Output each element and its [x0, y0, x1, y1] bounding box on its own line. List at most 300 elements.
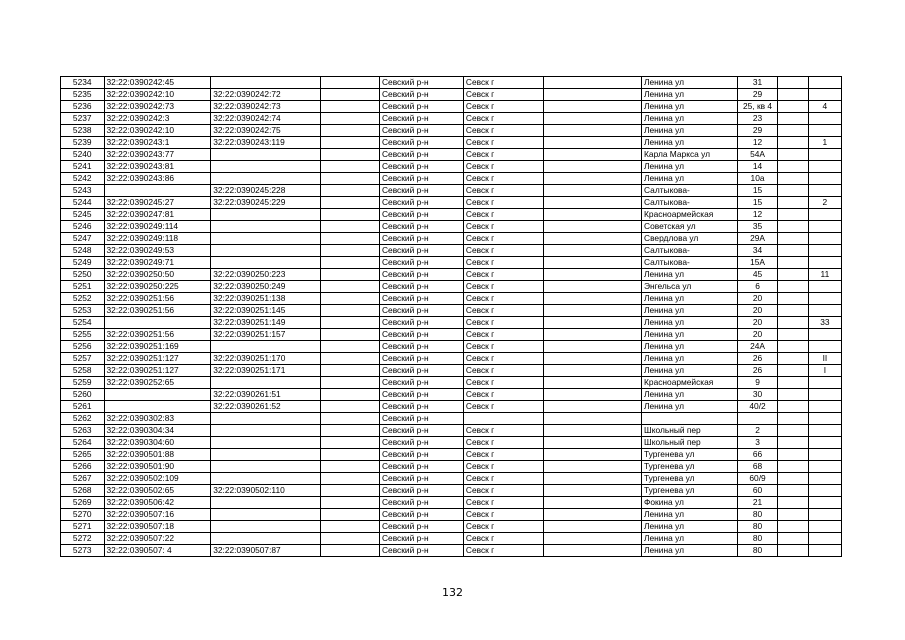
apartment-cell	[808, 425, 841, 437]
empty-cell	[543, 197, 641, 209]
region-cell: Севский р-н	[380, 533, 464, 545]
empty-cell	[320, 425, 379, 437]
city-cell: Севск г	[463, 257, 543, 269]
object-cadastral-number-cell	[211, 245, 321, 257]
empty-cell	[320, 353, 379, 365]
empty-cell	[543, 377, 641, 389]
empty-cell	[777, 89, 808, 101]
row-number-cell: 5268	[61, 485, 105, 497]
object-cadastral-number-cell	[211, 173, 321, 185]
object-cadastral-number-cell	[211, 533, 321, 545]
object-cadastral-number-cell: 32:22:0390251:170	[211, 353, 321, 365]
region-cell: Севский р-н	[380, 293, 464, 305]
apartment-cell: 1	[808, 137, 841, 149]
empty-cell	[320, 113, 379, 125]
cadastral-number-cell: 32:22:0390245:27	[104, 197, 211, 209]
empty-cell	[320, 197, 379, 209]
empty-cell	[777, 401, 808, 413]
empty-cell	[777, 449, 808, 461]
empty-cell	[543, 245, 641, 257]
house-cell: 68	[738, 461, 777, 473]
row-number-cell: 5264	[61, 437, 105, 449]
empty-cell	[320, 149, 379, 161]
empty-cell	[320, 293, 379, 305]
empty-cell	[777, 113, 808, 125]
object-cadastral-number-cell	[211, 149, 321, 161]
empty-cell	[777, 533, 808, 545]
empty-cell	[777, 281, 808, 293]
empty-cell	[777, 545, 808, 557]
house-cell: 60	[738, 485, 777, 497]
table-row	[61, 473, 842, 485]
region-cell: Севский р-н	[380, 341, 464, 353]
region-cell: Севский р-н	[380, 101, 464, 113]
row-number-cell: 5253	[61, 305, 105, 317]
cadastral-number-cell: 32:22:0390250:225	[104, 281, 211, 293]
region-cell: Севский р-н	[380, 509, 464, 521]
row-number-cell: 5258	[61, 365, 105, 377]
apartment-cell	[808, 389, 841, 401]
empty-cell	[320, 521, 379, 533]
cadastral-number-cell: 32:22:0390251:56	[104, 305, 211, 317]
empty-cell	[320, 185, 379, 197]
house-cell: 24А	[738, 341, 777, 353]
cadastral-number-cell: 32:22:0390251:127	[104, 365, 211, 377]
empty-cell	[543, 269, 641, 281]
table-row	[61, 401, 842, 413]
cadastral-number-cell: 32:22:0390243:77	[104, 149, 211, 161]
object-cadastral-number-cell	[211, 221, 321, 233]
apartment-cell	[808, 89, 841, 101]
apartment-cell	[808, 245, 841, 257]
region-cell: Севский р-н	[380, 449, 464, 461]
cadastral-number-cell: 32:22:0390250:50	[104, 269, 211, 281]
row-number-cell: 5241	[61, 161, 105, 173]
empty-cell	[320, 365, 379, 377]
object-cadastral-number-cell	[211, 341, 321, 353]
table-row	[61, 389, 842, 401]
apartment-cell	[808, 305, 841, 317]
apartment-cell: 2	[808, 197, 841, 209]
empty-cell	[543, 137, 641, 149]
street-cell: Ленина ул	[642, 365, 738, 377]
table-row	[61, 485, 842, 497]
apartment-cell	[808, 293, 841, 305]
table-row	[61, 293, 842, 305]
cadastral-number-cell: 32:22:0390249:118	[104, 233, 211, 245]
region-cell: Севский р-н	[380, 305, 464, 317]
cadastral-number-cell: 32:22:0390501:88	[104, 449, 211, 461]
house-cell: 35	[738, 221, 777, 233]
empty-cell	[543, 281, 641, 293]
empty-cell	[320, 509, 379, 521]
region-cell: Севский р-н	[380, 413, 464, 425]
region-cell: Севский р-н	[380, 113, 464, 125]
apartment-cell	[808, 497, 841, 509]
empty-cell	[320, 281, 379, 293]
empty-cell	[543, 341, 641, 353]
apartment-cell	[808, 341, 841, 353]
region-cell: Севский р-н	[380, 125, 464, 137]
region-cell: Севский р-н	[380, 437, 464, 449]
empty-cell	[777, 185, 808, 197]
cadastral-number-cell: 32:22:0390249:53	[104, 245, 211, 257]
region-cell: Севский р-н	[380, 221, 464, 233]
row-number-cell: 5263	[61, 425, 105, 437]
street-cell: Ленина ул	[642, 521, 738, 533]
row-number-cell: 5242	[61, 173, 105, 185]
object-cadastral-number-cell: 32:22:0390507:87	[211, 545, 321, 557]
cadastral-number-cell: 32:22:0390507:16	[104, 509, 211, 521]
city-cell: Севск г	[463, 365, 543, 377]
house-cell: 29	[738, 89, 777, 101]
row-number-cell: 5273	[61, 545, 105, 557]
row-number-cell: 5251	[61, 281, 105, 293]
street-cell: Салтыкова-	[642, 245, 738, 257]
cadastral-number-cell	[104, 389, 211, 401]
house-cell: 12	[738, 137, 777, 149]
table-row	[61, 521, 842, 533]
street-cell: Красноармейская	[642, 377, 738, 389]
street-cell: Школьный пер	[642, 425, 738, 437]
house-cell: 80	[738, 509, 777, 521]
table-row	[61, 185, 842, 197]
apartment-cell	[808, 209, 841, 221]
street-cell: Ленина ул	[642, 401, 738, 413]
empty-cell	[320, 449, 379, 461]
row-number-cell: 5239	[61, 137, 105, 149]
table-row	[61, 77, 842, 89]
row-number-cell: 5260	[61, 389, 105, 401]
house-cell: 26	[738, 365, 777, 377]
cadastral-number-cell: 32:22:0390507: 4	[104, 545, 211, 557]
object-cadastral-number-cell	[211, 257, 321, 269]
apartment-cell	[808, 77, 841, 89]
apartment-cell	[808, 509, 841, 521]
empty-cell	[320, 461, 379, 473]
cadastral-number-cell: 32:22:0390251:169	[104, 341, 211, 353]
empty-cell	[543, 125, 641, 137]
region-cell: Севский р-н	[380, 497, 464, 509]
empty-cell	[543, 401, 641, 413]
region-cell: Севский р-н	[380, 257, 464, 269]
empty-cell	[320, 101, 379, 113]
row-number-cell: 5252	[61, 293, 105, 305]
empty-cell	[543, 389, 641, 401]
row-number-cell: 5270	[61, 509, 105, 521]
empty-cell	[777, 161, 808, 173]
cadastral-number-cell	[104, 401, 211, 413]
empty-cell	[543, 437, 641, 449]
apartment-cell	[808, 329, 841, 341]
empty-cell	[543, 113, 641, 125]
empty-cell	[320, 269, 379, 281]
street-cell: Карла Маркса ул	[642, 149, 738, 161]
empty-cell	[543, 497, 641, 509]
object-cadastral-number-cell: 32:22:0390243:119	[211, 137, 321, 149]
house-cell: 15	[738, 197, 777, 209]
city-cell: Севск г	[463, 509, 543, 521]
cadastral-number-cell: 32:22:0390304:34	[104, 425, 211, 437]
apartment-cell	[808, 377, 841, 389]
city-cell: Севск г	[463, 449, 543, 461]
empty-cell	[543, 329, 641, 341]
region-cell: Севский р-н	[380, 269, 464, 281]
apartment-cell	[808, 125, 841, 137]
cadastral-number-cell: 32:22:0390502:65	[104, 485, 211, 497]
empty-cell	[777, 317, 808, 329]
street-cell: Ленина ул	[642, 509, 738, 521]
table-row	[61, 449, 842, 461]
page-number: 132	[442, 586, 463, 599]
apartment-cell	[808, 281, 841, 293]
street-cell: Тургенева ул	[642, 461, 738, 473]
empty-cell	[320, 377, 379, 389]
apartment-cell	[808, 449, 841, 461]
empty-cell	[320, 245, 379, 257]
city-cell: Севск г	[463, 197, 543, 209]
row-number-cell: 5250	[61, 269, 105, 281]
row-number-cell: 5249	[61, 257, 105, 269]
row-number-cell: 5272	[61, 533, 105, 545]
object-cadastral-number-cell: 32:22:0390261:51	[211, 389, 321, 401]
street-cell: Ленина ул	[642, 545, 738, 557]
city-cell: Севск г	[463, 437, 543, 449]
street-cell: Ленина ул	[642, 77, 738, 89]
empty-cell	[543, 473, 641, 485]
city-cell: Севск г	[463, 233, 543, 245]
empty-cell	[543, 149, 641, 161]
city-cell: Севск г	[463, 209, 543, 221]
empty-cell	[543, 521, 641, 533]
cadastral-number-cell: 32:22:0390501:90	[104, 461, 211, 473]
empty-cell	[777, 329, 808, 341]
table-row	[61, 101, 842, 113]
cadastral-number-cell: 32:22:0390249:71	[104, 257, 211, 269]
house-cell: 15А	[738, 257, 777, 269]
empty-cell	[320, 401, 379, 413]
city-cell: Севск г	[463, 293, 543, 305]
empty-cell	[543, 209, 641, 221]
region-cell: Севский р-н	[380, 161, 464, 173]
empty-cell	[320, 497, 379, 509]
row-number-cell: 5267	[61, 473, 105, 485]
empty-cell	[777, 149, 808, 161]
city-cell: Севск г	[463, 173, 543, 185]
table-row	[61, 233, 842, 245]
region-cell: Севский р-н	[380, 149, 464, 161]
row-number-cell: 5261	[61, 401, 105, 413]
house-cell: 66	[738, 449, 777, 461]
house-cell: 20	[738, 293, 777, 305]
empty-cell	[777, 353, 808, 365]
region-cell: Севский р-н	[380, 521, 464, 533]
table-row	[61, 329, 842, 341]
house-cell: 9	[738, 377, 777, 389]
city-cell: Севск г	[463, 269, 543, 281]
city-cell: Севск г	[463, 305, 543, 317]
city-cell: Севск г	[463, 185, 543, 197]
object-cadastral-number-cell: 32:22:0390251:149	[211, 317, 321, 329]
object-cadastral-number-cell	[211, 425, 321, 437]
region-cell: Севский р-н	[380, 197, 464, 209]
object-cadastral-number-cell	[211, 77, 321, 89]
empty-cell	[777, 497, 808, 509]
empty-cell	[543, 101, 641, 113]
table-row	[61, 437, 842, 449]
empty-cell	[320, 209, 379, 221]
row-number-cell: 5244	[61, 197, 105, 209]
empty-cell	[777, 509, 808, 521]
apartment-cell: 4	[808, 101, 841, 113]
street-cell: Салтыкова-	[642, 185, 738, 197]
object-cadastral-number-cell: 32:22:0390502:110	[211, 485, 321, 497]
city-cell: Севск г	[463, 317, 543, 329]
table-row	[61, 497, 842, 509]
city-cell: Севск г	[463, 113, 543, 125]
table-row	[61, 341, 842, 353]
city-cell: Севск г	[463, 473, 543, 485]
row-number-cell: 5238	[61, 125, 105, 137]
street-cell: Ленина ул	[642, 329, 738, 341]
apartment-cell	[808, 173, 841, 185]
city-cell: Севск г	[463, 521, 543, 533]
row-number-cell: 5269	[61, 497, 105, 509]
empty-cell	[320, 437, 379, 449]
cadastral-number-cell: 32:22:0390507:22	[104, 533, 211, 545]
table-row	[61, 89, 842, 101]
apartment-cell	[808, 473, 841, 485]
street-cell: Тургенева ул	[642, 473, 738, 485]
street-cell: Ленина ул	[642, 389, 738, 401]
region-cell: Севский р-н	[380, 377, 464, 389]
empty-cell	[320, 341, 379, 353]
object-cadastral-number-cell: 32:22:0390242:75	[211, 125, 321, 137]
apartment-cell: 33	[808, 317, 841, 329]
empty-cell	[777, 221, 808, 233]
empty-cell	[543, 305, 641, 317]
city-cell: Севск г	[463, 137, 543, 149]
empty-cell	[777, 437, 808, 449]
house-cell: 2	[738, 425, 777, 437]
empty-cell	[543, 77, 641, 89]
house-cell: 20	[738, 305, 777, 317]
apartment-cell	[808, 149, 841, 161]
house-cell: 80	[738, 545, 777, 557]
object-cadastral-number-cell	[211, 233, 321, 245]
empty-cell	[777, 101, 808, 113]
house-cell: 15	[738, 185, 777, 197]
region-cell: Севский р-н	[380, 317, 464, 329]
apartment-cell	[808, 461, 841, 473]
city-cell: Севск г	[463, 125, 543, 137]
object-cadastral-number-cell	[211, 209, 321, 221]
house-cell: 3	[738, 437, 777, 449]
region-cell: Севский р-н	[380, 173, 464, 185]
street-cell: Ленина ул	[642, 317, 738, 329]
object-cadastral-number-cell: 32:22:0390251:145	[211, 305, 321, 317]
city-cell: Севск г	[463, 341, 543, 353]
empty-cell	[543, 545, 641, 557]
apartment-cell	[808, 185, 841, 197]
region-cell: Севский р-н	[380, 329, 464, 341]
table-row	[61, 161, 842, 173]
street-cell: Школьный пер	[642, 437, 738, 449]
empty-cell	[543, 293, 641, 305]
house-cell: 34	[738, 245, 777, 257]
table-row	[61, 125, 842, 137]
object-cadastral-number-cell	[211, 521, 321, 533]
street-cell: Ленина ул	[642, 305, 738, 317]
object-cadastral-number-cell: 32:22:0390245:228	[211, 185, 321, 197]
empty-cell	[543, 425, 641, 437]
street-cell	[642, 413, 738, 425]
city-cell: Севск г	[463, 245, 543, 257]
region-cell: Севский р-н	[380, 209, 464, 221]
street-cell: Ленина ул	[642, 173, 738, 185]
row-number-cell: 5246	[61, 221, 105, 233]
table-row	[61, 413, 842, 425]
empty-cell	[320, 161, 379, 173]
row-number-cell: 5256	[61, 341, 105, 353]
object-cadastral-number-cell: 32:22:0390250:249	[211, 281, 321, 293]
empty-cell	[320, 125, 379, 137]
empty-cell	[777, 293, 808, 305]
cadastral-number-cell: 32:22:0390251:56	[104, 329, 211, 341]
street-cell: Ленина ул	[642, 113, 738, 125]
empty-cell	[543, 89, 641, 101]
city-cell: Севск г	[463, 221, 543, 233]
empty-cell	[320, 413, 379, 425]
empty-cell	[777, 245, 808, 257]
empty-cell	[777, 269, 808, 281]
street-cell: Фокина ул	[642, 497, 738, 509]
empty-cell	[543, 485, 641, 497]
street-cell: Советская ул	[642, 221, 738, 233]
region-cell: Севский р-н	[380, 461, 464, 473]
street-cell: Ленина ул	[642, 125, 738, 137]
object-cadastral-number-cell	[211, 413, 321, 425]
cadastral-number-cell: 32:22:0390251:56	[104, 293, 211, 305]
row-number-cell: 5234	[61, 77, 105, 89]
empty-cell	[543, 365, 641, 377]
house-cell: 29	[738, 125, 777, 137]
table-row	[61, 365, 842, 377]
empty-cell	[777, 257, 808, 269]
cadastral-number-cell: 32:22:0390243:86	[104, 173, 211, 185]
table-row	[61, 545, 842, 557]
street-cell: Ленина ул	[642, 341, 738, 353]
table-row	[61, 377, 842, 389]
city-cell	[463, 413, 543, 425]
object-cadastral-number-cell: 32:22:0390251:138	[211, 293, 321, 305]
street-cell: Тургенева ул	[642, 449, 738, 461]
empty-cell	[777, 173, 808, 185]
city-cell: Севск г	[463, 545, 543, 557]
city-cell: Севск г	[463, 389, 543, 401]
street-cell: Салтыкова-	[642, 197, 738, 209]
house-cell: 40/2	[738, 401, 777, 413]
street-cell: Красноармейская	[642, 209, 738, 221]
empty-cell	[320, 545, 379, 557]
empty-cell	[320, 533, 379, 545]
empty-cell	[543, 509, 641, 521]
empty-cell	[777, 425, 808, 437]
cadastral-number-cell: 32:22:0390507:18	[104, 521, 211, 533]
empty-cell	[320, 317, 379, 329]
object-cadastral-number-cell	[211, 377, 321, 389]
table-row	[61, 269, 842, 281]
